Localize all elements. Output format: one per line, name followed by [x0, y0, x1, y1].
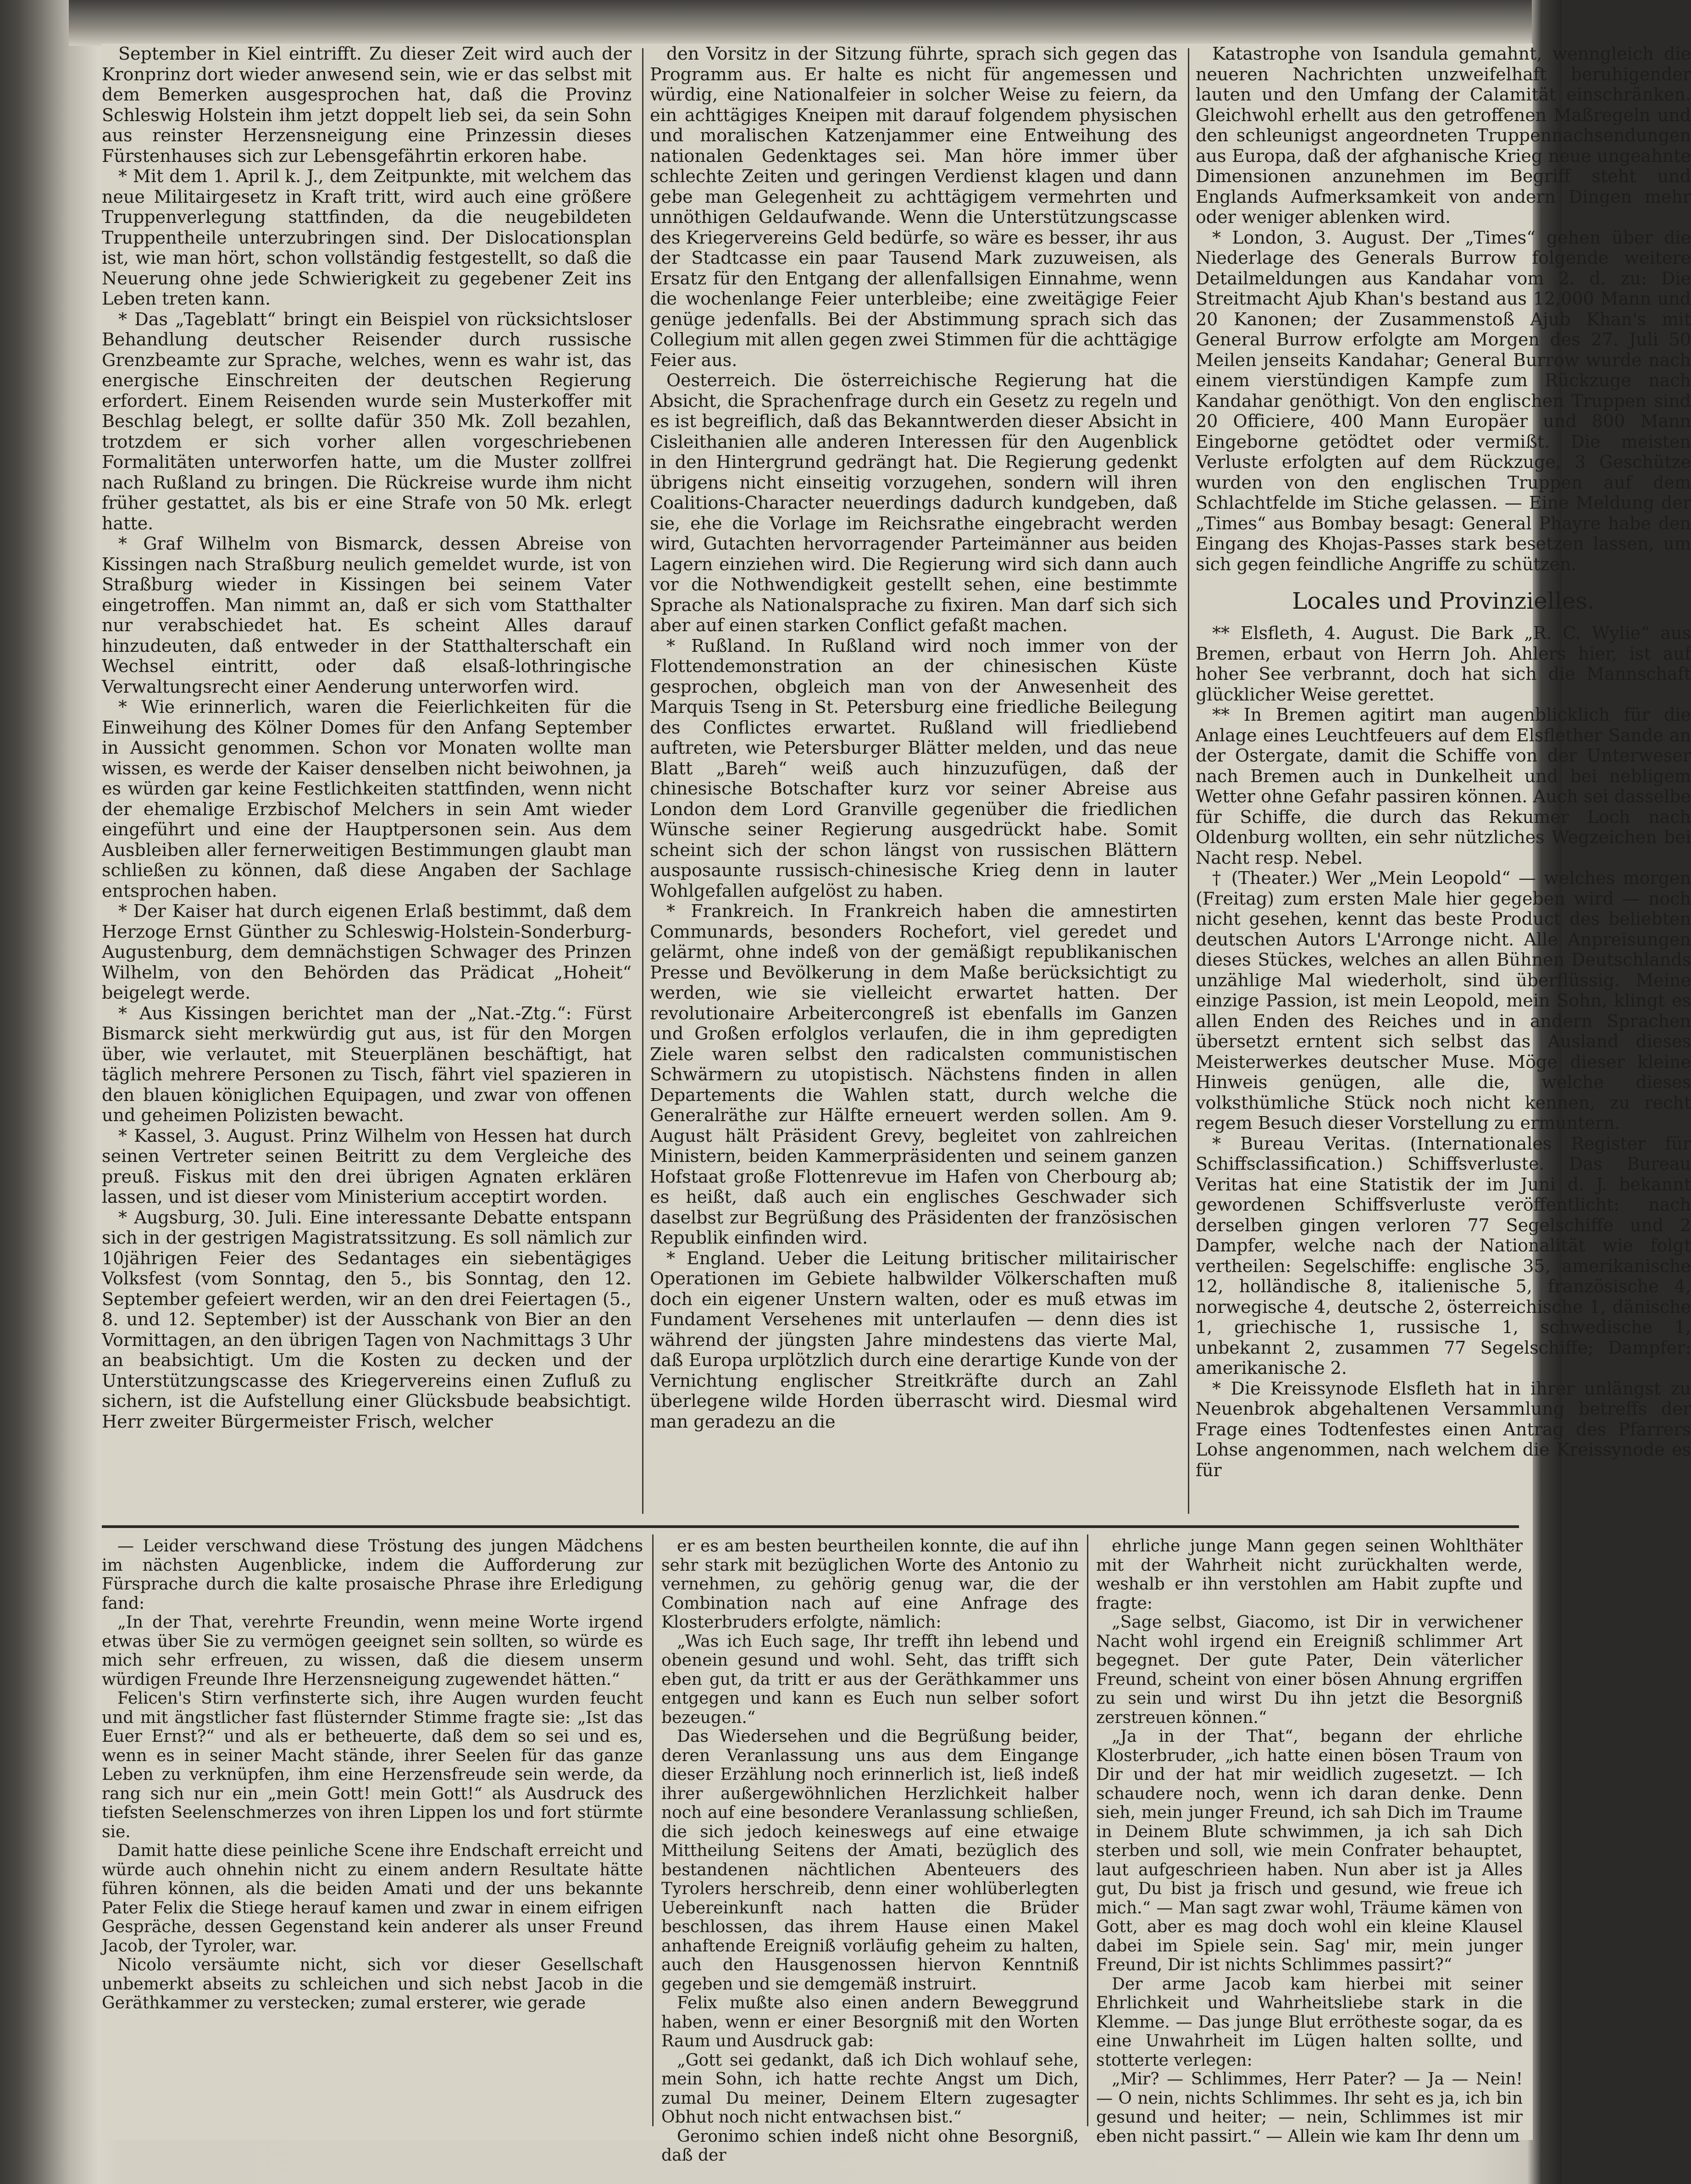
paragraph: Felicen's Stirn verfinsterte sich, ihre Augen wurden feucht und mit ängstlicher fast flüsternder Stimme fragte sie: „Ist das Euer Ernst?“ und als er betheuerte, daß dem so sei und es, wenn es in seiner Macht stände, ihrer Seelen für das ganze Leben zu verknüpfen, ihm eine Herzensfreude sein werde, da rang sich nur ein „mein Gott! mein Gott!“ als Ausdruck des tiefsten Seelenschmerzes von ihren Lippen los und fort stürmte sie. — [102, 1689, 643, 1841]
paragraph: ** Elsfleth, 4. August. Die Bark „R. C. Wylie“ aus Bremen, erbaut von Herrn Joh. Ahlers hier, ist auf hoher See verbrannt, doch hat sich die Mannschaft glücklicher Weise gerettet. — [1196, 623, 1691, 705]
paragraph: * Bureau Veritas. (Internationales Register für Schiffsclassification.) Schiffsverluste. Das Bureau Veritas hat eine Statistik der im Juni d. J. bekannt gewordenen Schiffsverluste veröffentlicht: nach derselben gingen verloren 77 Segelschiffe und 2 Dampfer, welche nach der Nationalität wie folgt vertheilen: Segelschiffe: englische 35, amerikanische 12, holländische 8, italienische 5, französische 4, norwegische 4, deutsche 2, österreichische 1, dänische 1, griechische 1, russische 1, schwedische 1, unbekannt 2, zusammen 77 Segelschiffe; Dampfer: amerikanische 2. — [1196, 1133, 1691, 1378]
feuilleton-separator — [102, 1525, 1519, 1528]
paragraph: „Ja in der That“, begann der ehrliche Klosterbruder, „ich hatte einen bösen Traum von Dir und der hat mir weidlich zugesetzt. — Ich schaudere noch, wenn ich daran denke. Denn sieh, mein junger Freund, ich sah Dich im Traume in Deinem Blute schwimmen, ja ich sah Dich sterben und soll, wie mein Confrater behauptet, laut aufgeschrieen haben. Nun aber ist ja Alles gut, Du bist ja frisch und gesund, wie freue ich mich.“ — Man sagt zwar wohl, Träume kämen von Gott, aber es mag doch wohl ein kleine Klausel dabei im Spiele sein. Sag' mir, mein junger Freund, Dir ist nichts Schlimmes passirt?“ — [1096, 1727, 1523, 1974]
paragraph: * Kassel, 3. August. Prinz Wilhelm von Hessen hat durch seinen Vertreter seinen Beitritt zu dem Vergleiche des preuß. Fiskus mit den drei übrigen Agnaten erklären lassen, und ist dieser vom Ministerium acceptirt worden. — [102, 1125, 632, 1207]
paragraph: Katastrophe von Isandula gemahnt, wenngleich die neueren Nachrichten unzweifelhaft beruhigender lauten und den Umfang der Calamität einschränken. Gleichwohl erhellt aus den getroffenen Maßregeln und den schleunigst angeordneten Truppennachsendungen aus Europa, daß der afghanische Krieg neue ungeahnte Dimensionen anzunehmen im Begriff steht und Englands Aufmerksamkeit von andern Dingen mehr oder weniger ablenken wird. — [1196, 44, 1691, 227]
paragraph: Felix mußte also einen andern Beweggrund haben, wenn er einer Besorgniß mit den Worten Raum und Ausdruck gab: — [661, 1994, 1079, 2051]
paragraph: † (Theater.) Wer „Mein Leopold“ — welches morgen (Freitag) zum ersten Male hier gegeben wird — noch nicht gesehen, kennt das beste Product des beliebten deutschen Autors L'Arronge nicht. Alle Anpreisungen dieses Stückes, welches an allen Bühnen Deutschlands unzählige Mal wiederholt, sind überflüssig. Meine einzige Passion, ist mein Leopold, mein Sohn, klingt es allen Enden des Reiches und in andern Sprachen übersetzt erntent sich selbst das Ausland dieses Meisterwerkes deutscher Muse. Möge dieser kleine Hinweis genügen, alle die, welche dieses volksthümliche Stück noch nicht kennen, zu recht regem Besuch dieser Vorstellung zu ermuntern. — [1196, 868, 1691, 1133]
column-divider — [1188, 48, 1189, 1514]
feuilleton-column-2 — [661, 1537, 1079, 2165]
paragraph: * Augsburg, 30. Juli. Eine interessante Debatte entspann sich in der gestrigen Magistratssitzung. Es soll nämlich zur 10jährigen Feier des Sedantages ein siebentägiges Volksfest (vom Sonntag, den 5., bis Sonntag, den 12. September gefeiert werden, wir an den drei Feiertagen (5., 8. und 12. September) ist der Ausschank von Bier an den Vormittagen, an den übrigen Tagen von Nachmittags 3 Uhr an beabsichtigt. Um die Kosten zu decken und der Unterstützungscasse des Kriegervereins einen Zufluß zu sichern, ist die Aufstellung einer Glücksbude beabsichtigt. Herr zweiter Bürgermeister Frisch, welcher — [102, 1207, 632, 1432]
page-top-edge — [69, 0, 1532, 46]
paragraph: * Das „Tageblatt“ bringt ein Beispiel von rücksichtsloser Behandlung deutscher Reisender durch russische Grenzbeamte zur Sprache, welches, wenn es wahr ist, das energische Einschreiten der deutschen Regierung erfordert. Einem Reisenden wurde sein Musterkoffer mit Beschlag belegt, er sollte dafür 350 Mk. Zoll bezahlen, trotzdem er sich vorher allen vorgeschriebenen Formalitäten unterworfen hatte, um die Muster zollfrei nach Rußland zu bringen. Die Rückreise wurde ihm nicht früher gestattet, als bis er eine Strafe von 50 Mk. erlegt hatte. — [102, 309, 632, 533]
column-divider — [642, 48, 643, 1514]
paragraph: * London, 3. August. Der „Times“ gehen über die Niederlage des Generals Burrow folgende weitere Detailmeldungen aus Kandahar vom 2. d. zu: Die Streitmacht Ajub Khan's bestand aus 12,000 Mann und 20 Kanonen; der Zusammenstoß Ajub Khan's mit General Burrow erfolgte am Morgen des 27. Juli 50 Meilen jenseits Kandahar; General Burrow wurde nach einem vierstündigen Kampfe zum Rückzuge nach Kandahar genöthigt. Von den englischen Truppen sind 20 Officiere, 400 Mann Europäer und 800 Mann Eingeborne getödtet oder vermißt. Die meisten Verluste erfolgten auf dem Rückzuge, 3 Geschütze wurden von den englischen Truppen auf dem Schlachtfelde im Stiche gelassen. — Eine Meldung der „Times“ aus Bombay besagt: General Phayre habe den Eingang des Khojas-Passes stark besetzen lassen, um sich gegen feindliche Angriffe zu schützen. — [1196, 227, 1691, 574]
paragraph: Geronimo schien indeß nicht ohne Besorgniß, daß der — [661, 2127, 1079, 2165]
paragraph: * Frankreich. In Frankreich haben die amnestirten Communards, besonders Rochefort, viel geredet und gelärmt, ohne indeß von der gemäßigt republikanischen Presse und Bevölkerung in dem Maße berücksichtigt zu werden, wie sie vielleicht erwartet hatten. Der revolutionaire Arbeitercongreß ist ebenfalls im Ganzen und Großen erfolglos verlaufen, die in ihm gepredigten Ziele waren selbst den radicalsten communistischen Schwärmern zu utopistisch. Nächstens finden in allen Departements die Wahlen statt, durch welche die Generalräthe zur Hälfte erneuert werden sollen. Am 9. August hält Präsident Grevy, begleitet von zahlreichen Ministern, beiden Kammerpräsidenten und seinem ganzen Hofstaat große Flottenrevue im Hafen von Cherbourg ab; es heißt, daß auch ein englisches Geschwader sich daselbst zur Begrüßung des Präsidenten der französischen Republik einfinden wird. — [650, 901, 1177, 1248]
paragraph: Das Wiedersehen und die Begrüßung beider, deren Veranlassung uns aus dem Eingange dieser Erzählung noch erinnerlich ist, ließ indeß ihrer außergewöhnlichen Herzlichkeit halber noch auf eine besondere Veranlassung schließen, die sich jedoch keineswegs auf eine etwaige Mittheilung Seitens der Amati, bezüglich des bestandenen nächtlichen Abenteuers des Tyrolers herschreib, denn einer wohlüberlegten Uebereinkunft nach hatten die Brüder beschlossen, das ihrem Hause einen Makel anhaftende Ereigniß vorläufig geheim zu halten, auch den Hausgenossen hiervon Kenntniß gegeben und sie demgemäß instruirt. — [661, 1727, 1079, 1994]
column-divider — [1087, 1534, 1088, 2126]
paragraph: * Der Kaiser hat durch eigenen Erlaß bestimmt, daß dem Herzoge Ernst Günther zu Schleswig-Holstein-Sonderburg-Augustenburg, dem demnächstigen Schwager des Prinzen Wilhelm, von den Behörden das Prädicat „Hoheit“ beigelegt werde. — [102, 901, 632, 1003]
paragraph: „In der That, verehrte Freundin, wenn meine Worte irgend etwas über Sie zu vermögen geeignet sein sollten, so würde es mich sehr erfreuen, zu wissen, daß die diesem unserm würdigen Freunde Ihre Herzensneigung zugewendet hätten.“ — [102, 1613, 643, 1689]
column-middle — [650, 44, 1177, 1516]
newspaper-page — [102, 44, 1691, 2165]
paragraph: „Gott sei gedankt, daß ich Dich wohlauf sehe, mein Sohn, ich hatte rechte Angst um Dich, zumal Du meiner, Deinem Eltern zugesagter Obhut noch nicht entwachsen bist.“ — [661, 2051, 1079, 2127]
paragraph: September in Kiel eintrifft. Zu dieser Zeit wird auch der Kronprinz dort wieder anwesend sein, wie er das selbst mit dem Bemerken ausgesprochen hat, daß die Provinz Schleswig Holstein ihm jetzt doppelt lieb sei, da sein Sohn aus reinster Herzensneigung eine Prinzessin dieses Fürstenhauses sich zur Lebensgefährtin erkoren habe. — [102, 44, 632, 166]
column-divider — [652, 1534, 654, 2126]
paragraph: * Aus Kissingen berichtet man der „Nat.-Ztg.“: Fürst Bismarck sieht merkwürdig gut aus, ist für den Morgen über, wie verlautet, mit Steuerplänen beschäftigt, hat täglich mehrere Personen zu Tisch, fährt viel spazieren in den blauen königlichen Equipagen, und zwar von offenen und geheimen Polizisten bewacht. — [102, 1003, 632, 1125]
paragraph: * England. Ueber die Leitung britischer militairischer Operationen im Gebiete halbwilder Völkerschaften muß doch ein eigener Unstern walten, oder es muß etwas im Fundament Versehenes mit unterlaufen — denn dies ist während der jüngsten Jahre mindestens das vierte Mal, daß Europa urplötzlich durch eine derartige Kunde von der Vernichtung englischer Streitkräfte durch an Zahl überlegene wilde Horden überrascht wird. Diesmal wird man geradezu an die — [650, 1248, 1177, 1432]
paragraph: * Wie erinnerlich, waren die Feierlichkeiten für die Einweihung des Kölner Domes für den Anfang September in Aussicht genommen. Schon vor Monaten wollte man wissen, es werde der Kaiser denselben nicht beiwohnen, ja es würden gar keine Festlichkeiten stattfinden, wenn nicht der ehemalige Erzbischof Melchers in sein Amt wieder eingeführt und eine der Hauptpersonen sein. Aus dem Ausbleiben aller fernerweitigen Bestimmungen glaubt man schließen zu können, daß diese Angaben der Sachlage entsprochen haben. — [102, 697, 632, 901]
paragraph: „Mir? — Schlimmes, Herr Pater? — Ja — Nein! — O nein, nichts Schlimmes. Ihr seht es ja, ich bin gesund und heiter; — nein, Schlimmes ist mir eben nicht passirt.“ — Allein wie kam Ihr denn um — [1096, 2070, 1523, 2146]
paragraph: „Was ich Euch sage, Ihr trefft ihn lebend und obenein gesund und wohl. Seht, das trifft sich eben gut, da tritt er aus der Geräthkammer uns entgegen und kann es Euch nun selber sofort bezeugen.“ — [661, 1632, 1079, 1727]
paragraph: ** In Bremen agitirt man augenblicklich für die Anlage eines Leuchtfeuers auf dem Elsflether Sande an der Ostergate, damit die Schiffe von der Unterweser nach Bremen auch in Dunkelheit und bei nebligem Wetter ohne Gefahr passiren können. Auch sei dasselbe für Schiffe, die durch das Rekumer Loch nach Oldenburg wollten, ein sehr nützliches Wegzeichen bei Nacht resp. Nebel. — [1196, 705, 1691, 868]
paragraph: ehrliche junge Mann gegen seinen Wohlthäter mit der Wahrheit nicht zurückhalten werde, weshalb er ihn verstohlen am Habit zupfte und fragte: — [1096, 1537, 1523, 1613]
column-left — [102, 44, 632, 1516]
column-right — [1196, 44, 1691, 1516]
paragraph: den Vorsitz in der Sitzung führte, sprach sich gegen das Programm aus. Er halte es nicht für angemessen und würdig, eine Nationalfeier in solcher Weise zu feiern, da ein achttägiges Kneipen mit darauf folgendem physischen und moralischen Katzenjammer eine Entweihung des nationalen Gedenktages sei. Man höre immer über schlechte Zeiten und geringen Verdienst klagen und dann gebe man Gelegenheit zu achttägigem vermehrten und unnöthigen Geldaufwande. Wenn die Unterstützungscasse des Kriegervereins Geld bedürfe, so wäre es besser, ihr aus der Stadtcasse ein paar Tausend Mark zuzuweisen, als Ersatz für den Entgang der allenfallsigen Einnahme, wenn die wochenlange Feier unterbleibe; eine zweitägige Feier genüge jedenfalls. Bei der Abstimmung sprach sich das Collegium mit allen gegen zwei Stimmen für die achttägige Feier aus. — [650, 44, 1177, 370]
paragraph: * Graf Wilhelm von Bismarck, dessen Abreise von Kissingen nach Straßburg neulich gemeldet wurde, ist von Straßburg wieder in Kissingen bei seinem Vater eingetroffen. Man nimmt an, daß er sich vom Statthalter nur verabschiedet hat. Es scheint Alles darauf hinzudeuten, daß entweder in der Statthalterschaft ein Wechsel eintritt, oder daß elsaß-lothringische Verwaltungsrecht einer Aenderung unterworfen wird. — [102, 533, 632, 697]
paragraph: Nicolo versäumte nicht, sich vor dieser Gesellschaft unbemerkt abseits zu schleichen und sich nebst Jacob in die Geräthkammer zu verstecken; zumal ersterer, wie gerade — [102, 1956, 643, 2012]
paragraph: „Sage selbst, Giacomo, ist Dir in verwichener Nacht wohl irgend ein Ereigniß schlimmer Art begegnet. Der gute Pater, Dein väterlicher Freund, scheint von einer bösen Ahnung ergriffen zu sein und wirst Du ihn jetzt die Besorgniß zerstreuen können.“ — [1096, 1613, 1523, 1727]
paragraph: er es am besten beurtheilen konnte, die auf ihn sehr stark mit bezüglichen Worte des Antonio zu vernehmen, zu gehörig genug war, die der Combination nach auf eine Anfrage des Klosterbruders erfolgte, nämlich: — [661, 1537, 1079, 1632]
paragraph: — Leider verschwand diese Tröstung des jungen Mädchens im nächsten Augenblicke, indem die Aufforderung zur Fürsprache durch die kalte prosaische Phrase ihre Erledigung fand: — [102, 1537, 643, 1613]
paragraph: Damit hatte diese peinliche Scene ihre Endschaft erreicht und würde auch ohnehin nicht zu einem andern Resultate hätte führen können, als die beiden Amati und der uns bekannte Pater Felix die Stiege herauf kamen und zwar in einem eifrigen Gespräche, dessen Gegenstand kein anderer als unser Freund Jacob, der Tyroler, war. — [102, 1841, 643, 1956]
feuilleton-column-3 — [1096, 1537, 1523, 2146]
paragraph: * Rußland. In Rußland wird noch immer von der Flottendemonstration an der chinesischen Küste gesprochen, obgleich man von der Anwesenheit des Marquis Tseng in St. Petersburg eine friedliche Beilegung des Conflictes erwartet. Rußland will friedliebend auftreten, wie Petersburger Blätter melden, und das neue Blatt „Bareh“ weiß auch hinzuzufügen, daß der chinesische Botschafter kurz vor seiner Abreise aus London dem Lord Granville gegenüber die friedlichen Wünsche seiner Regierung ausgedrückt habe. Somit scheint sich der schon längst von russischen Blättern ausposaunte russisch-chinesische Krieg denn in lauter Wohlgefallen aufgelöst zu haben. — [650, 635, 1177, 901]
section-heading: Locales und Provinzielles. — [1292, 588, 1595, 614]
paragraph: Oesterreich. Die österreichische Regierung hat die Absicht, die Sprachenfrage durch ein Gesetz zu regeln und es ist begreiflich, daß das Bekanntwerden dieser Absicht in Cisleithanien alle anderen Interessen für den Augenblick in den Hintergrund gedrängt hat. Die Regierung gedenkt übrigens nicht einseitig vorzugehen, sondern will ihren Coalitions-Character neuerdings dadurch kundgeben, daß sie, ehe die Vorlage im Reichsrathe eingebracht werden wird, Gutachten hervorragender Parteimänner aus beiden Lagern einziehen wird. Die Regierung wird sich dann auch vor die Nothwendigkeit gestellt sehen, eine bestimmte Sprache als Nationalsprache zu fixiren. Man darf sich sich aber auf einen starken Conflict gefaßt machen. — [650, 370, 1177, 635]
paragraph: * Mit dem 1. April k. J., dem Zeitpunkte, mit welchem das neue Militairgesetz in Kraft tritt, wird auch eine größere Truppenverlegung stattfinden, da die neugebildeten Truppentheile unterzubringen sind. Der Dislocationsplan ist, wie man hört, schon vollständig festgestellt, so daß die Neuerung ohne jede Schwierigkeit zu gegebener Zeit ins Leben treten kann. — [102, 166, 632, 309]
paragraph: * Die Kreissynode Elsfleth hat in ihrer unlängst zu Neuenbrok abgehaltenen Versammlung betreffs der Frage eines Todtenfestes einen Antrag des Pfarrers Lohse angenommen, nach welchem die Kreissynode es für — [1196, 1378, 1691, 1480]
paragraph: Der arme Jacob kam hierbei mit seiner Ehrlichkeit und Wahrheitsliebe stark in die Klemme. — Das junge Blut errötheste sogar, da es eine Unwahrheit im Lügen halten sollte, und stotterte verlegen: — [1096, 1974, 1523, 2070]
feuilleton-column-1 — [102, 1537, 643, 2128]
